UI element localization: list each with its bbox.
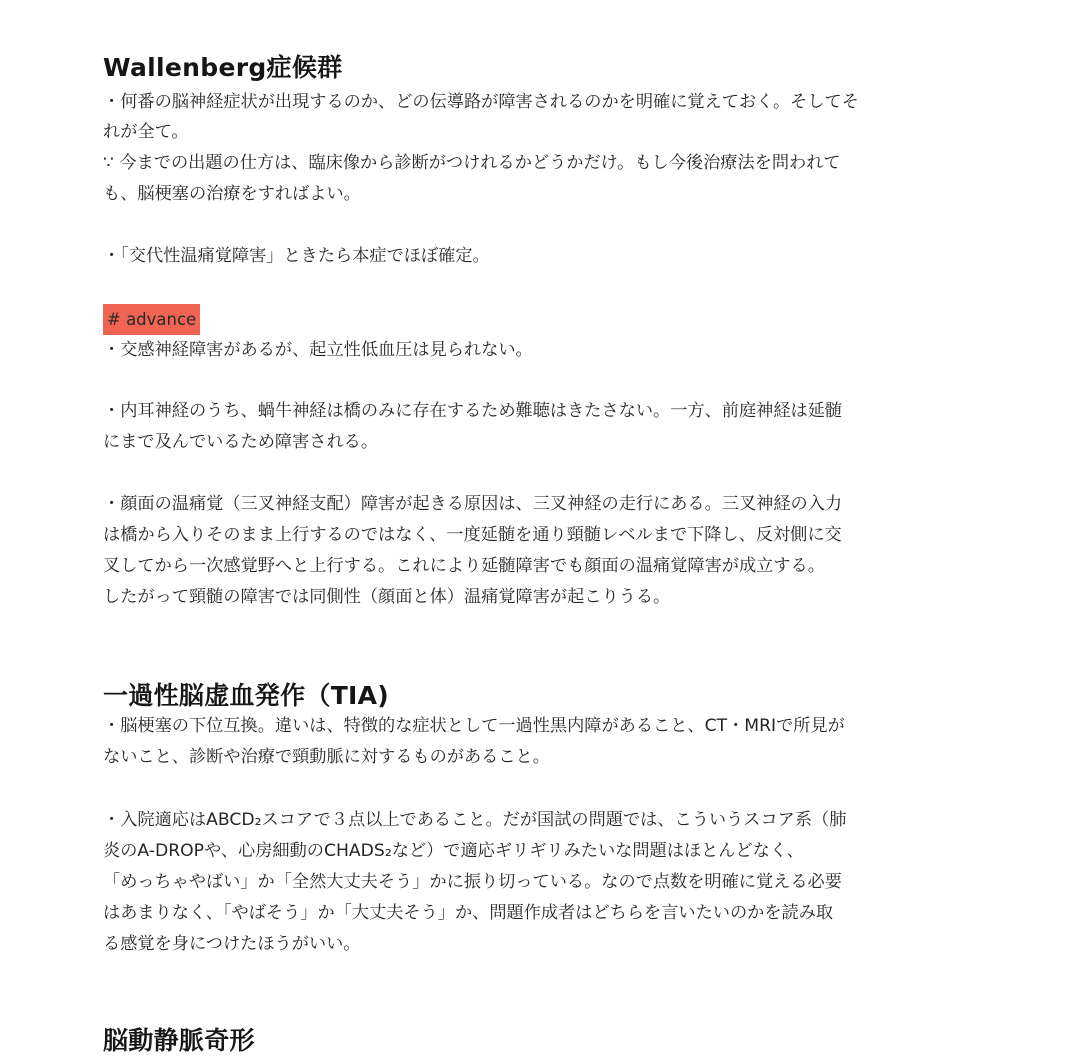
text-line: は橋から入りそのまま上行するのではなく、一度延髄を通り頸髄レベルまで下降し、反対側に交 xyxy=(103,525,842,545)
text-line: ・入院適応はABCD₂スコアで３点以上であること。だが国試の問題では、こういうスコア系（肺 xyxy=(103,810,847,830)
section-title-wallenberg: Wallenberg症候群 xyxy=(103,53,343,82)
text-line: も、脳梗塞の治療をすればよい。 xyxy=(103,184,361,204)
text-line: 炎のA-DROPや、心房細動のCHADS₂など）で適応ギリギリみたいな問題はほとんどなく、 xyxy=(103,841,804,861)
text-line: 叉してから一次感覚野へと上行する。これにより延髄障害でも顔面の温痛覚障害が成立する。 xyxy=(103,556,825,576)
text-line: ・交感神経障害があるが、起立性低血圧は見られない。 xyxy=(103,340,533,360)
text-line: ∵ 今までの出題の仕方は、臨床像から診断がつけれるかどうかだけ。もし今後治療法を問われて xyxy=(103,153,841,173)
section-title-avm: 脳動静脈奇形 xyxy=(103,1026,255,1055)
text-line: 「めっちゃやばい」か「全然大丈夫そう」かに振り切っている。なので点数を明確に覚える必要 xyxy=(103,872,842,892)
text-line: したがって頸髄の障害では同側性（顔面と体）温痛覚障害が起こりうる。 xyxy=(103,587,671,607)
text-line: る感覚を身につけたほうがいい。 xyxy=(103,934,361,954)
text-line: ・内耳神経のうち、蝸牛神経は橋のみに存在するため難聴はきたさない。一方、前庭神経は延髄 xyxy=(103,401,843,421)
text-line: ・顔面の温痛覚（三叉神経支配）障害が起きる原因は、三叉神経の走行にある。三叉神経の入力 xyxy=(103,494,843,514)
text-line: はあまりなく、「やばそう」か「大丈夫そう」か、問題作成者はどちらを言いたいのかを読み取 xyxy=(103,903,834,923)
section-title-tia: 一過性脳虚血発作（TIA) xyxy=(103,681,390,710)
text-line: ないこと、診断や治療で頸動脈に対するものがあること。 xyxy=(103,747,550,767)
text-line: ・脳梗塞の下位互換。違いは、特徴的な症状として一過性黒内障があること、CT・MRIで所見が xyxy=(103,716,845,736)
advance-tag-highlight: # advance xyxy=(103,304,200,335)
text-line: にまで及んでいるため障害される。 xyxy=(103,432,379,452)
text-line: ・「交代性温痛覚障害」ときたら本症でほぼ確定。 xyxy=(103,246,490,266)
text-line: ・何番の脳神経症状が出現するのか、どの伝導路が障害されるのかを明確に覚えておく。そしてそ xyxy=(103,92,859,112)
text-line: れが全て。 xyxy=(103,122,189,142)
